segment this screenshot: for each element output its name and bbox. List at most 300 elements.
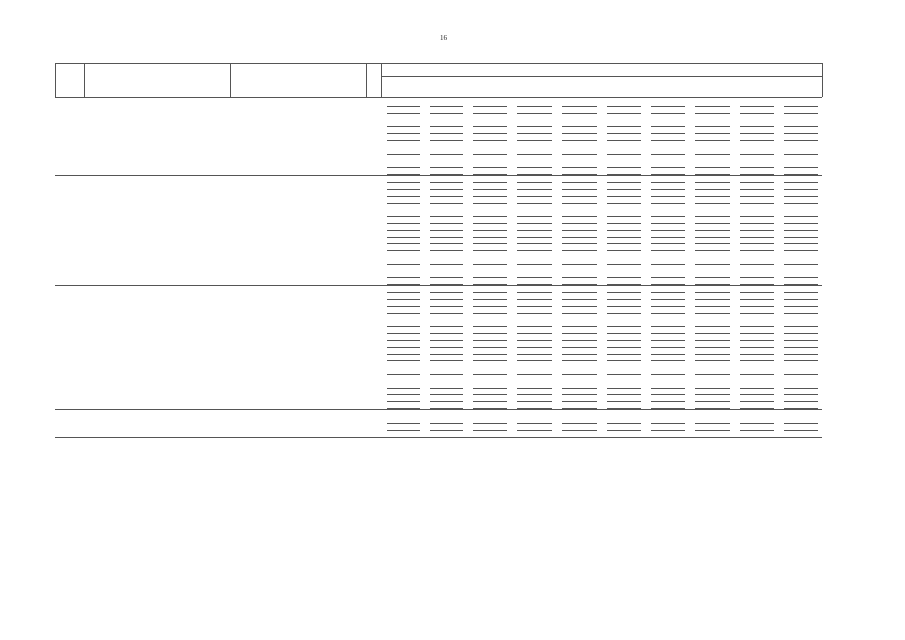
block-separator bbox=[55, 437, 822, 438]
cell-underline bbox=[473, 216, 507, 217]
cell-underline bbox=[740, 196, 774, 197]
cell-underline bbox=[430, 106, 463, 107]
cell-underline bbox=[695, 216, 730, 217]
cell-underline bbox=[387, 133, 420, 134]
cell-underline bbox=[562, 237, 597, 238]
cell-underline bbox=[430, 430, 463, 431]
cell-underline bbox=[695, 401, 730, 402]
cell-underline bbox=[562, 133, 597, 134]
cell-underline bbox=[387, 388, 420, 389]
cell-underline bbox=[387, 326, 420, 327]
cell-underline bbox=[607, 394, 641, 395]
cell-underline bbox=[517, 250, 552, 251]
cell-underline bbox=[740, 347, 774, 348]
header-top-line bbox=[55, 63, 822, 64]
cell-underline bbox=[430, 230, 463, 231]
block-separator bbox=[55, 409, 822, 410]
cell-underline bbox=[387, 223, 420, 224]
cell-underline bbox=[517, 203, 552, 204]
cell-underline bbox=[607, 243, 641, 244]
cell-underline bbox=[784, 401, 818, 402]
cell-underline bbox=[740, 230, 774, 231]
cell-underline bbox=[784, 140, 818, 141]
cell-underline bbox=[517, 189, 552, 190]
cell-underline bbox=[387, 154, 420, 155]
cell-underline bbox=[651, 140, 685, 141]
cell-underline bbox=[473, 306, 507, 307]
cell-underline bbox=[430, 388, 463, 389]
cell-underline bbox=[562, 264, 597, 265]
cell-underline bbox=[562, 354, 597, 355]
cell-underline bbox=[430, 250, 463, 251]
cell-underline bbox=[740, 203, 774, 204]
cell-underline bbox=[387, 423, 420, 424]
cell-underline bbox=[430, 360, 463, 361]
cell-underline bbox=[562, 203, 597, 204]
header-col-line bbox=[366, 63, 367, 97]
cell-underline bbox=[607, 113, 641, 114]
cell-underline bbox=[695, 167, 730, 168]
cell-underline bbox=[784, 106, 818, 107]
cell-underline bbox=[473, 354, 507, 355]
cell-underline bbox=[740, 394, 774, 395]
cell-underline bbox=[387, 182, 420, 183]
cell-underline bbox=[607, 182, 641, 183]
cell-underline bbox=[387, 333, 420, 334]
cell-underline bbox=[740, 133, 774, 134]
cell-underline bbox=[607, 347, 641, 348]
cell-underline bbox=[387, 299, 420, 300]
cell-underline bbox=[607, 133, 641, 134]
cell-underline bbox=[517, 154, 552, 155]
cell-underline bbox=[784, 277, 818, 278]
cell-underline bbox=[695, 354, 730, 355]
cell-underline bbox=[740, 126, 774, 127]
cell-underline bbox=[430, 313, 463, 314]
cell-underline bbox=[784, 394, 818, 395]
block-separator bbox=[55, 285, 822, 286]
cell-underline bbox=[784, 340, 818, 341]
cell-underline bbox=[651, 333, 685, 334]
cell-underline bbox=[517, 306, 552, 307]
cell-underline bbox=[695, 113, 730, 114]
cell-underline bbox=[430, 374, 463, 375]
cell-underline bbox=[695, 237, 730, 238]
cell-underline bbox=[740, 167, 774, 168]
cell-underline bbox=[562, 333, 597, 334]
cell-underline bbox=[430, 140, 463, 141]
cell-underline bbox=[387, 374, 420, 375]
cell-underline bbox=[784, 113, 818, 114]
cell-underline bbox=[430, 299, 463, 300]
cell-underline bbox=[651, 347, 685, 348]
cell-underline bbox=[430, 243, 463, 244]
cell-underline bbox=[740, 354, 774, 355]
cell-underline bbox=[695, 292, 730, 293]
cell-underline bbox=[473, 313, 507, 314]
cell-underline bbox=[695, 126, 730, 127]
cell-underline bbox=[607, 216, 641, 217]
cell-underline bbox=[430, 196, 463, 197]
cell-underline bbox=[430, 401, 463, 402]
cell-underline bbox=[473, 292, 507, 293]
cell-underline bbox=[387, 230, 420, 231]
cell-underline bbox=[430, 354, 463, 355]
cell-underline bbox=[740, 401, 774, 402]
cell-underline bbox=[740, 243, 774, 244]
cell-underline bbox=[517, 292, 552, 293]
cell-underline bbox=[562, 299, 597, 300]
cell-underline bbox=[562, 189, 597, 190]
cell-underline bbox=[695, 182, 730, 183]
cell-underline bbox=[607, 430, 641, 431]
cell-underline bbox=[387, 401, 420, 402]
cell-underline bbox=[651, 388, 685, 389]
cell-underline bbox=[430, 306, 463, 307]
cell-underline bbox=[517, 182, 552, 183]
cell-underline bbox=[473, 106, 507, 107]
cell-underline bbox=[473, 299, 507, 300]
cell-underline bbox=[473, 203, 507, 204]
cell-underline bbox=[430, 277, 463, 278]
cell-underline bbox=[517, 313, 552, 314]
cell-underline bbox=[473, 189, 507, 190]
cell-underline bbox=[517, 394, 552, 395]
cell-underline bbox=[784, 230, 818, 231]
cell-underline bbox=[562, 340, 597, 341]
cell-underline bbox=[387, 140, 420, 141]
cell-underline bbox=[607, 264, 641, 265]
cell-underline bbox=[517, 264, 552, 265]
cell-underline bbox=[517, 133, 552, 134]
cell-underline bbox=[430, 326, 463, 327]
cell-underline bbox=[607, 401, 641, 402]
cell-underline bbox=[562, 182, 597, 183]
cell-underline bbox=[784, 354, 818, 355]
cell-underline bbox=[562, 167, 597, 168]
cell-underline bbox=[607, 388, 641, 389]
cell-underline bbox=[695, 299, 730, 300]
cell-underline bbox=[651, 189, 685, 190]
cell-underline bbox=[430, 347, 463, 348]
cell-underline bbox=[784, 216, 818, 217]
cell-underline bbox=[740, 333, 774, 334]
cell-underline bbox=[695, 223, 730, 224]
cell-underline bbox=[473, 374, 507, 375]
cell-underline bbox=[651, 401, 685, 402]
cell-underline bbox=[695, 230, 730, 231]
cell-underline bbox=[562, 423, 597, 424]
cell-underline bbox=[784, 133, 818, 134]
cell-underline bbox=[784, 292, 818, 293]
cell-underline bbox=[607, 423, 641, 424]
cell-underline bbox=[651, 313, 685, 314]
cell-underline bbox=[740, 299, 774, 300]
cell-underline bbox=[473, 360, 507, 361]
cell-underline bbox=[562, 126, 597, 127]
cell-underline bbox=[784, 243, 818, 244]
cell-underline bbox=[473, 182, 507, 183]
cell-underline bbox=[651, 203, 685, 204]
cell-underline bbox=[740, 430, 774, 431]
cell-underline bbox=[651, 430, 685, 431]
cell-underline bbox=[784, 196, 818, 197]
cell-underline bbox=[607, 126, 641, 127]
cell-underline bbox=[473, 154, 507, 155]
cell-underline bbox=[430, 292, 463, 293]
cell-underline bbox=[784, 264, 818, 265]
cell-underline bbox=[562, 360, 597, 361]
cell-underline bbox=[517, 423, 552, 424]
cell-underline bbox=[562, 223, 597, 224]
cell-underline bbox=[430, 189, 463, 190]
cell-underline bbox=[695, 374, 730, 375]
cell-underline bbox=[784, 299, 818, 300]
cell-underline bbox=[473, 388, 507, 389]
cell-underline bbox=[740, 306, 774, 307]
cell-underline bbox=[651, 182, 685, 183]
cell-underline bbox=[473, 113, 507, 114]
cell-underline bbox=[695, 277, 730, 278]
cell-underline bbox=[784, 333, 818, 334]
cell-underline bbox=[784, 237, 818, 238]
cell-underline bbox=[607, 374, 641, 375]
cell-underline bbox=[517, 106, 552, 107]
cell-underline bbox=[473, 126, 507, 127]
cell-underline bbox=[784, 347, 818, 348]
header-col-line bbox=[381, 63, 382, 97]
cell-underline bbox=[740, 360, 774, 361]
cell-underline bbox=[387, 313, 420, 314]
cell-underline bbox=[387, 126, 420, 127]
cell-underline bbox=[784, 189, 818, 190]
cell-underline bbox=[562, 140, 597, 141]
cell-underline bbox=[695, 243, 730, 244]
cell-underline bbox=[695, 133, 730, 134]
cell-underline bbox=[651, 167, 685, 168]
cell-underline bbox=[695, 347, 730, 348]
cell-underline bbox=[473, 430, 507, 431]
cell-underline bbox=[740, 154, 774, 155]
cell-underline bbox=[430, 223, 463, 224]
cell-underline bbox=[387, 237, 420, 238]
cell-underline bbox=[473, 401, 507, 402]
cell-underline bbox=[387, 106, 420, 107]
cell-underline bbox=[517, 243, 552, 244]
cell-underline bbox=[430, 203, 463, 204]
cell-underline bbox=[607, 223, 641, 224]
cell-underline bbox=[740, 374, 774, 375]
cell-underline bbox=[430, 264, 463, 265]
cell-underline bbox=[517, 140, 552, 141]
cell-underline bbox=[430, 333, 463, 334]
cell-underline bbox=[473, 140, 507, 141]
cell-underline bbox=[784, 374, 818, 375]
cell-underline bbox=[784, 167, 818, 168]
cell-underline bbox=[651, 230, 685, 231]
cell-underline bbox=[740, 292, 774, 293]
cell-underline bbox=[473, 243, 507, 244]
cell-underline bbox=[695, 154, 730, 155]
cell-underline bbox=[473, 250, 507, 251]
page-number: 16 bbox=[440, 34, 447, 42]
cell-underline bbox=[695, 360, 730, 361]
cell-underline bbox=[430, 394, 463, 395]
cell-underline bbox=[740, 140, 774, 141]
cell-underline bbox=[651, 326, 685, 327]
cell-underline bbox=[517, 230, 552, 231]
cell-underline bbox=[651, 394, 685, 395]
cell-underline bbox=[473, 264, 507, 265]
cell-underline bbox=[387, 394, 420, 395]
cell-underline bbox=[607, 333, 641, 334]
cell-underline bbox=[651, 306, 685, 307]
cell-underline bbox=[430, 423, 463, 424]
cell-underline bbox=[695, 313, 730, 314]
cell-underline bbox=[473, 223, 507, 224]
cell-underline bbox=[517, 333, 552, 334]
cell-underline bbox=[387, 430, 420, 431]
cell-underline bbox=[473, 423, 507, 424]
cell-underline bbox=[651, 292, 685, 293]
cell-underline bbox=[695, 388, 730, 389]
cell-underline bbox=[607, 250, 641, 251]
header-col-line bbox=[230, 63, 231, 97]
cell-underline bbox=[517, 237, 552, 238]
cell-underline bbox=[784, 313, 818, 314]
cell-underline bbox=[784, 388, 818, 389]
cell-underline bbox=[740, 326, 774, 327]
cell-underline bbox=[607, 354, 641, 355]
cell-underline bbox=[784, 203, 818, 204]
cell-underline bbox=[651, 264, 685, 265]
cell-underline bbox=[562, 250, 597, 251]
cell-underline bbox=[562, 230, 597, 231]
cell-underline bbox=[607, 154, 641, 155]
cell-underline bbox=[784, 430, 818, 431]
cell-underline bbox=[695, 394, 730, 395]
cell-underline bbox=[517, 430, 552, 431]
cell-underline bbox=[651, 354, 685, 355]
cell-underline bbox=[607, 196, 641, 197]
cell-underline bbox=[430, 113, 463, 114]
cell-underline bbox=[387, 243, 420, 244]
cell-underline bbox=[387, 354, 420, 355]
cell-underline bbox=[740, 182, 774, 183]
cell-underline bbox=[562, 196, 597, 197]
cell-underline bbox=[473, 326, 507, 327]
cell-underline bbox=[562, 277, 597, 278]
cell-underline bbox=[740, 277, 774, 278]
cell-underline bbox=[562, 401, 597, 402]
cell-underline bbox=[651, 237, 685, 238]
cell-underline bbox=[695, 326, 730, 327]
cell-underline bbox=[607, 106, 641, 107]
cell-underline bbox=[387, 196, 420, 197]
cell-underline bbox=[651, 216, 685, 217]
cell-underline bbox=[562, 243, 597, 244]
cell-underline bbox=[517, 347, 552, 348]
cell-underline bbox=[784, 326, 818, 327]
cell-underline bbox=[607, 340, 641, 341]
cell-underline bbox=[430, 216, 463, 217]
cell-underline bbox=[430, 182, 463, 183]
cell-underline bbox=[387, 306, 420, 307]
cell-underline bbox=[562, 113, 597, 114]
cell-underline bbox=[607, 140, 641, 141]
cell-underline bbox=[473, 277, 507, 278]
header-sub-line bbox=[381, 76, 822, 77]
cell-underline bbox=[695, 430, 730, 431]
cell-underline bbox=[651, 250, 685, 251]
cell-underline bbox=[517, 196, 552, 197]
cell-underline bbox=[517, 113, 552, 114]
cell-underline bbox=[695, 189, 730, 190]
cell-underline bbox=[517, 167, 552, 168]
cell-underline bbox=[607, 299, 641, 300]
cell-underline bbox=[387, 216, 420, 217]
cell-underline bbox=[517, 126, 552, 127]
cell-underline bbox=[607, 203, 641, 204]
block-separator bbox=[55, 175, 822, 176]
cell-underline bbox=[651, 133, 685, 134]
cell-underline bbox=[740, 250, 774, 251]
cell-underline bbox=[517, 401, 552, 402]
header-col-line bbox=[822, 63, 823, 97]
cell-underline bbox=[784, 126, 818, 127]
cell-underline bbox=[517, 216, 552, 217]
cell-underline bbox=[740, 113, 774, 114]
cell-underline bbox=[651, 360, 685, 361]
cell-underline bbox=[607, 360, 641, 361]
cell-underline bbox=[517, 326, 552, 327]
cell-underline bbox=[695, 306, 730, 307]
cell-underline bbox=[651, 423, 685, 424]
cell-underline bbox=[740, 388, 774, 389]
cell-underline bbox=[473, 196, 507, 197]
cell-underline bbox=[607, 326, 641, 327]
cell-underline bbox=[473, 340, 507, 341]
cell-underline bbox=[607, 167, 641, 168]
cell-underline bbox=[473, 237, 507, 238]
cell-underline bbox=[430, 154, 463, 155]
cell-underline bbox=[562, 106, 597, 107]
cell-underline bbox=[430, 340, 463, 341]
cell-underline bbox=[517, 223, 552, 224]
cell-underline bbox=[562, 216, 597, 217]
cell-underline bbox=[695, 203, 730, 204]
cell-underline bbox=[695, 250, 730, 251]
cell-underline bbox=[607, 306, 641, 307]
cell-underline bbox=[740, 106, 774, 107]
cell-underline bbox=[784, 182, 818, 183]
cell-underline bbox=[695, 140, 730, 141]
cell-underline bbox=[562, 326, 597, 327]
cell-underline bbox=[517, 299, 552, 300]
cell-underline bbox=[430, 126, 463, 127]
cell-underline bbox=[562, 292, 597, 293]
cell-underline bbox=[562, 347, 597, 348]
cell-underline bbox=[562, 154, 597, 155]
cell-underline bbox=[562, 388, 597, 389]
cell-underline bbox=[740, 237, 774, 238]
cell-underline bbox=[473, 167, 507, 168]
cell-underline bbox=[517, 360, 552, 361]
cell-underline bbox=[387, 292, 420, 293]
cell-underline bbox=[387, 113, 420, 114]
cell-underline bbox=[607, 277, 641, 278]
cell-underline bbox=[607, 292, 641, 293]
